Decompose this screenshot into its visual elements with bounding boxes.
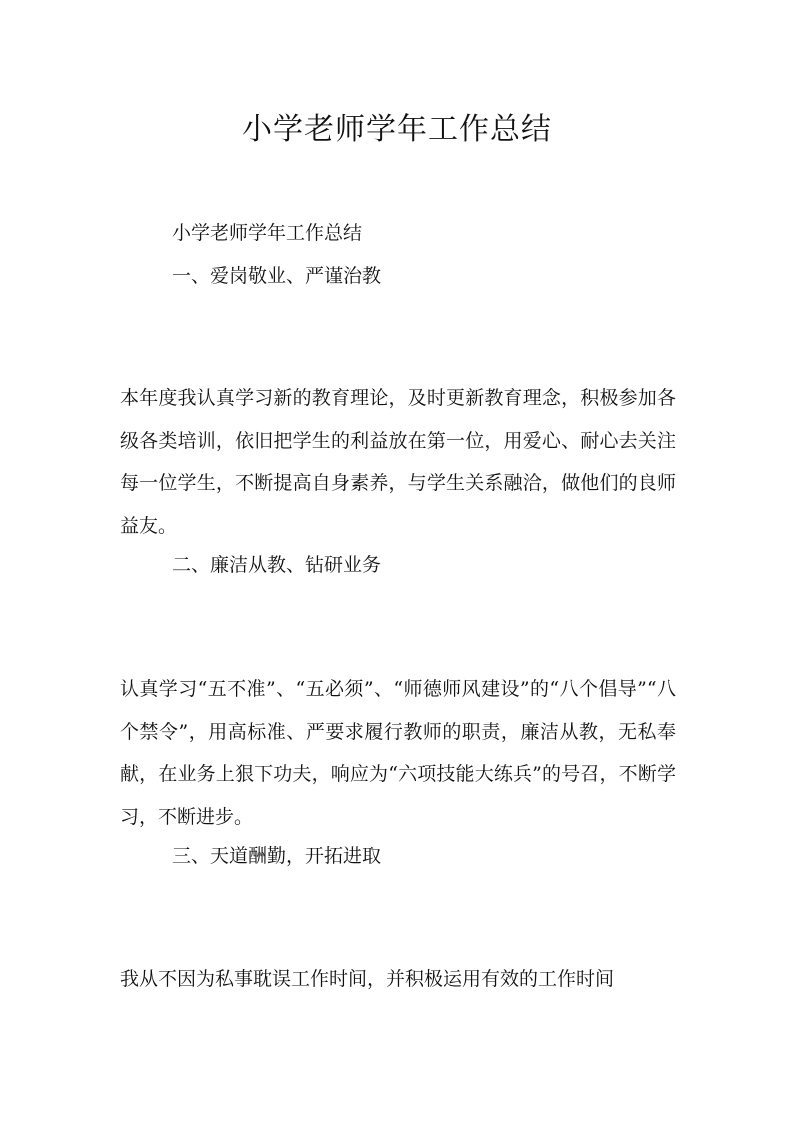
section-body-1: 本年度我认真学习新的教育理论，及时更新教育理念，积极参加各级各类培训，依旧把学生的利益放在第一位，用爱心、耐心去关注每一位学生，不断提高自身素养，与学生关系融洽，做他们的良师益友。 [120, 387, 676, 537]
section-heading-2: 二、廉洁从教、钻研业务 [172, 554, 382, 576]
section-heading-3: 三、天道酬勤，开拓进取 [172, 845, 382, 867]
document-subtitle: 小学老师学年工作总结 [172, 222, 363, 244]
section-heading-1: 一、爱岗敬业、严谨治教 [172, 265, 382, 287]
section-body-3: 我从不因为私事耽误工作时间，并积极运用有效的工作时间 [120, 968, 615, 990]
section-body-2: 认真学习“五不准”、“五必须”、“师德师风建设”的“八个倡导”“八个禁令”，用高标准、严要求履行教师的职责，廉洁从教，无私奉献，在业务上狠下功夫，响应为“六项技能大练兵”的号召，不断学习，不断进步。 [120, 678, 676, 828]
document-title: 小学老师学年工作总结 [242, 112, 552, 147]
